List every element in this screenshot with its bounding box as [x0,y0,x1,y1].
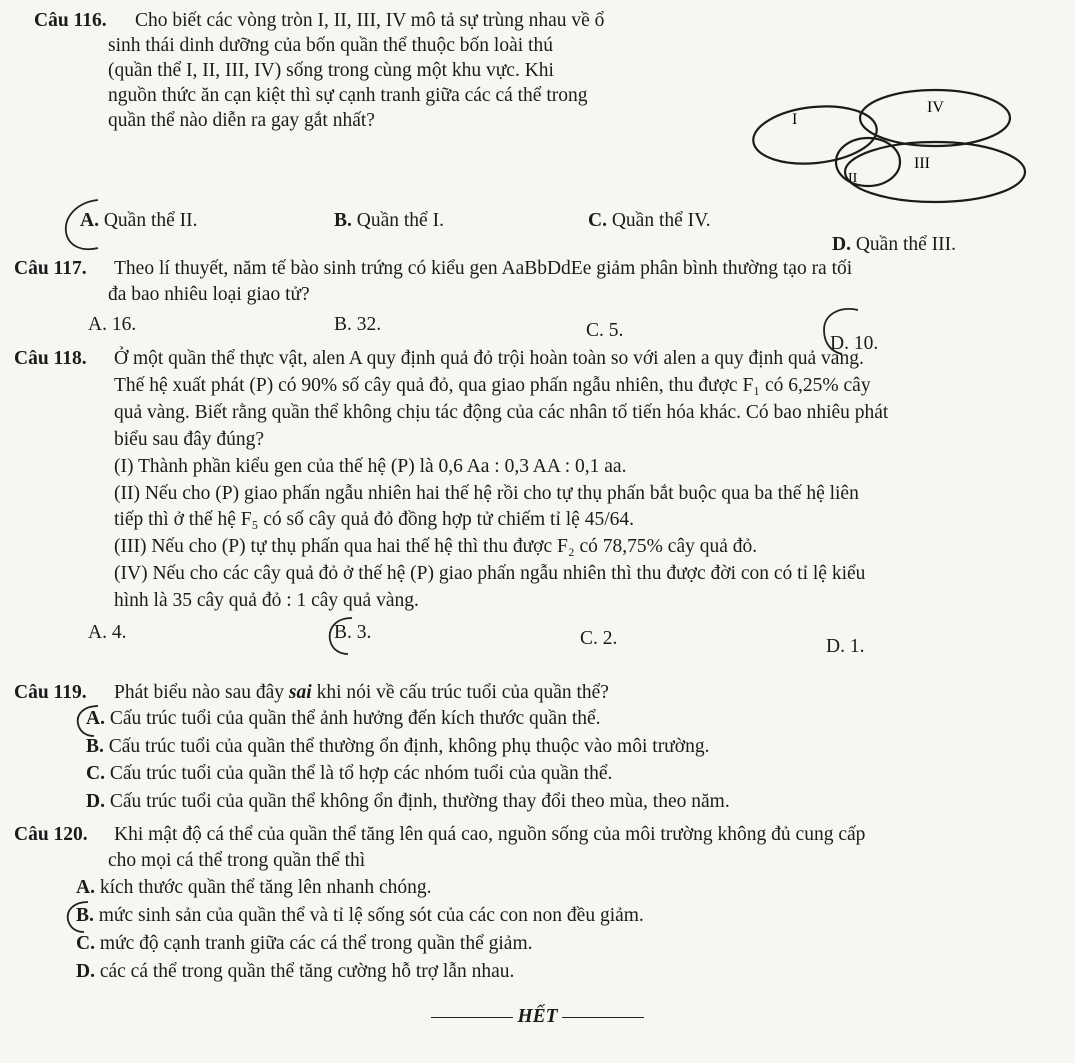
question-text-line: nguồn thức ăn cạn kiệt thì sự cạnh tranh giữa các cá thể trong [108,85,588,106]
option-c[interactable] [580,626,617,652]
option-text: mức độ cạnh tranh giữa các cá thể trong quần thể giảm. [99,933,533,954]
option-text: 5. [608,320,624,341]
option-b[interactable] [334,620,371,646]
option-text: Cấu trúc tuổi của quần thể thường ổn định, không phụ thuộc vào môi trường. [108,736,710,757]
option-letter: B. [334,314,352,335]
option-b[interactable] [86,734,709,760]
option-text: 3. [356,622,372,643]
question-label: Câu 116. [34,10,107,31]
option-letter: D. [830,333,849,354]
question-text-line: quần thể nào diễn ra gay gắt nhất? [108,110,375,131]
option-b[interactable] [334,312,381,338]
label-II: II [848,171,858,186]
label-I: I [792,111,798,128]
option-letter: A. [76,877,95,898]
question-text-line: sinh thái dinh dưỡng của bốn quần thể thuộc bốn loài thú [108,35,553,56]
question-label: Câu 117. [14,258,87,279]
option-letter: D. [826,636,845,657]
option-a[interactable] [80,208,198,234]
option-text: Quần thể III. [855,234,957,255]
option-letter: A. [88,622,107,643]
question-text-line: quả vàng. Biết rằng quần thể không chịu tác động của các nhân tố tiến hóa khác. Có bao nhiêu phát [114,402,889,423]
question-text-line: Cho biết các vòng tròn I, II, III, IV mô tả sự trùng nhau về ổ [135,10,605,31]
option-text: mức sinh sản của quần thể và tỉ lệ sống sót của các con non đều giảm. [98,905,644,926]
option-letter: C. [586,320,604,341]
circle-III [845,142,1025,202]
statement-II-cont: tiếp thì ở thế hệ F₅ có số cây quả đỏ đồng hợp tử chiếm tỉ lệ 45/64. [114,509,634,530]
question-label: Câu 119. [14,682,87,703]
option-text: kích thước quần thể tăng lên nhanh chóng. [99,877,432,898]
option-d[interactable] [86,789,730,815]
option-letter: A. [88,314,107,335]
option-c[interactable] [586,318,623,344]
option-letter: C. [76,933,95,954]
statement-IV-cont: hình là 35 cây quả đỏ : 1 cây quả vàng. [114,590,419,611]
option-b[interactable] [334,208,444,234]
question-text-line: đa bao nhiêu loại giao tử? [108,284,310,305]
option-letter: A. [80,210,99,231]
question-text-line: Khi mật độ cá thể của quần thể tăng lên quá cao, nguồn sống của môi trường không đủ cung cấp [114,824,866,845]
option-c[interactable] [86,761,612,787]
question-text-line: Thế hệ xuất phát (P) có 90% số cây quả đỏ, qua giao phấn ngẫu nhiên, thu được F₁ có 6,25% cây [114,375,871,396]
question-text-line: Ở một quần thể thực vật, alen A quy định quả đỏ trội hoàn toàn so với alen a quy định quả vàng. [114,348,864,369]
divider [431,1017,513,1018]
option-letter: D. [832,234,851,255]
option-b[interactable] [76,903,644,929]
question-label: Câu 120. [14,824,88,845]
label-IV: IV [927,99,944,116]
option-d[interactable] [832,232,956,258]
question-text-line: cho mọi cá thể trong quần thể thì [108,850,366,871]
end-text: HẾT [517,1006,558,1027]
stem-text: Phát biểu nào sau đây [114,682,289,703]
circle-I [750,101,879,170]
option-letter: B. [334,622,352,643]
option-letter: D. [86,791,105,812]
stem-emphasis: sai [288,682,312,703]
option-text: Quần thể IV. [611,210,711,231]
option-text: 10. [853,333,879,354]
statement-I: (I) Thành phần kiểu gen của thế hệ (P) là 0,6 Aa : 0,3 AA : 0,1 aa. [114,456,627,477]
option-a[interactable] [88,312,136,338]
label-III: III [914,155,930,172]
option-text: Quần thể I. [356,210,444,231]
option-text: 2. [602,628,618,649]
option-letter: B. [86,736,104,757]
option-text: các cá thể trong quần thể tăng cường hỗ trợ lẫn nhau. [99,961,515,982]
niche-overlap-diagram [740,40,1030,250]
option-text: Cấu trúc tuổi của quần thể là tổ hợp các nhóm tuổi của quần thể. [109,763,613,784]
option-a[interactable] [76,875,432,901]
option-letter: C. [588,210,607,231]
stem-text: khi nói về cấu trúc tuổi của quần thể? [311,682,609,703]
option-c[interactable] [588,208,711,234]
question-text-line: Theo lí thuyết, năm tế bào sinh trứng có kiểu gen AaBbDdEe giảm phân bình thường tạo ra tối [114,258,853,279]
statement-II: (II) Nếu cho (P) giao phấn ngẫu nhiên hai thế hệ rồi cho tự thụ phấn bắt buộc qua ba thế hệ liên [114,483,859,504]
option-a[interactable] [86,706,601,732]
statement-III: (III) Nếu cho (P) tự thụ phấn qua hai thế hệ thì thu được F₂ có 78,75% cây quả đỏ. [114,536,758,557]
option-letter: C. [580,628,598,649]
option-text: 4. [111,622,127,643]
option-text: 32. [356,314,382,335]
option-text: 1. [849,636,865,657]
option-text: Cấu trúc tuổi của quần thể không ổn định, thường thay đổi theo mùa, theo năm. [109,791,730,812]
question-label: Câu 118. [14,348,87,369]
option-letter: A. [86,708,105,729]
option-a[interactable] [88,620,126,646]
option-d[interactable] [76,959,514,985]
option-text: Cấu trúc tuổi của quần thể ảnh hưởng đến kích thước quần thể. [109,708,601,729]
option-d[interactable] [826,634,864,660]
option-c[interactable] [76,931,532,957]
option-letter: D. [76,961,95,982]
option-letter: B. [76,905,94,926]
option-letter: C. [86,763,105,784]
divider [562,1017,644,1018]
question-text-line: (quần thể I, II, III, IV) sống trong cùng một khu vực. Khi [108,60,554,81]
question-text-line: biểu sau đây đúng? [114,429,265,450]
statement-IV: (IV) Nếu cho các cây quả đỏ ở thế hệ (P) giao phấn ngẫu nhiên thì thu được đời con có tỉ lệ kiểu [114,563,866,584]
option-letter: B. [334,210,352,231]
question-text-line [114,680,609,706]
end-marker [0,1004,1075,1030]
option-text: Quần thể II. [103,210,198,231]
option-text: 16. [111,314,137,335]
